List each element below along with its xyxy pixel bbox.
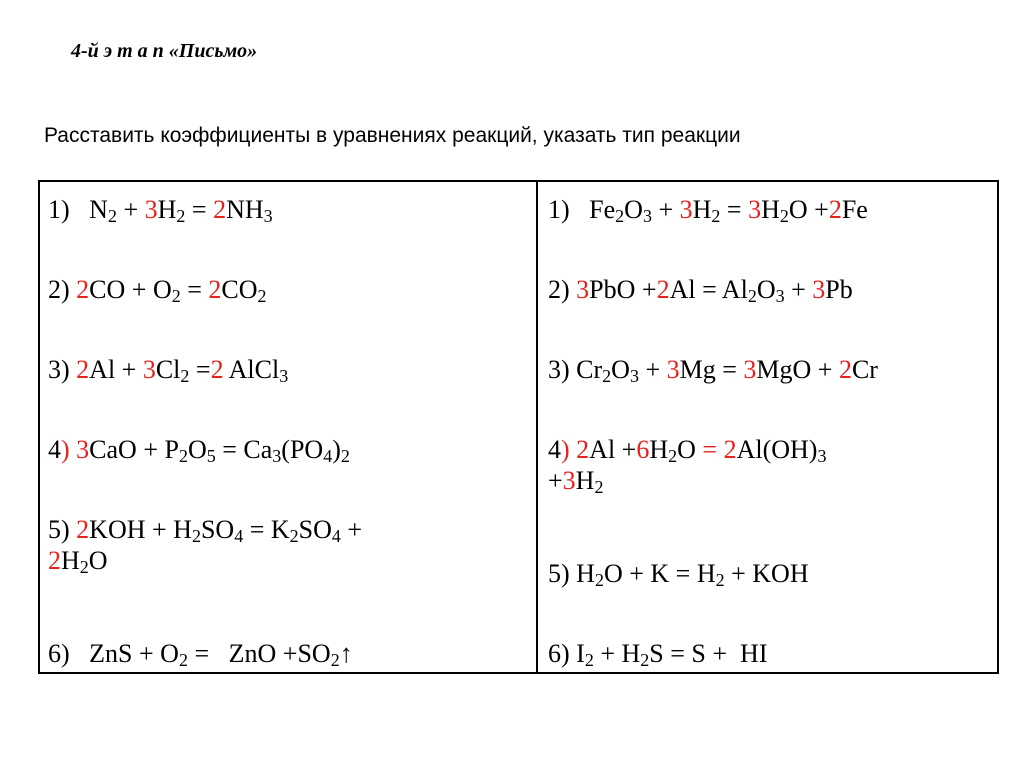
- right-equation-2: 2) $3PbO +2Al = Al_2O_3 + 3Pb$: [548, 275, 853, 306]
- left-equation-3: 3) $2Al + 3Cl_2 =2$ AlCl$_3$: [48, 355, 289, 386]
- left-equation-4: 4) $3CaO + P_2O_5 = Ca_3(PO_4)_2$: [48, 435, 350, 466]
- task-instruction: Расставить коэффициенты в уравнениях реакций, указать тип реакции: [44, 124, 741, 147]
- right-equation-1: 1) $Fe_2O_3 + 3H_2 = 3H_2O +2Fe$: [548, 195, 868, 226]
- left-equation-6: 6) ZnS + $O_2$ = ZnO $+SO_2↑$: [48, 639, 353, 670]
- equations-table: [38, 180, 999, 674]
- left-column: [40, 182, 538, 672]
- right-equation-5: 5) $H_2O + K = H_2$ + KOH: [548, 559, 809, 590]
- right-equation-3: 3) $Cr_2O_3 + 3Mg = 3MgO + 2Cr$: [548, 355, 878, 386]
- right-equation-4: 4) $2Al +6H_2O = 2Al(OH)_3$ $+3H_2$: [548, 435, 827, 497]
- right-column: [538, 182, 997, 672]
- left-equation-2: 2) $2CO + O_2 = 2CO_2$: [48, 275, 267, 306]
- left-equation-1: 1) $N_2 + 3H_2 = 2NH_3$: [48, 195, 273, 226]
- stage-title: 4-й э т а п «Письмо»: [71, 40, 258, 62]
- left-equation-5: 5) $2KOH + H_2SO_4 = K_2SO_4$ + $2H_2O$: [48, 515, 363, 577]
- right-equation-6: 6) $I_2 + H_2S = S$ + HI: [548, 639, 768, 670]
